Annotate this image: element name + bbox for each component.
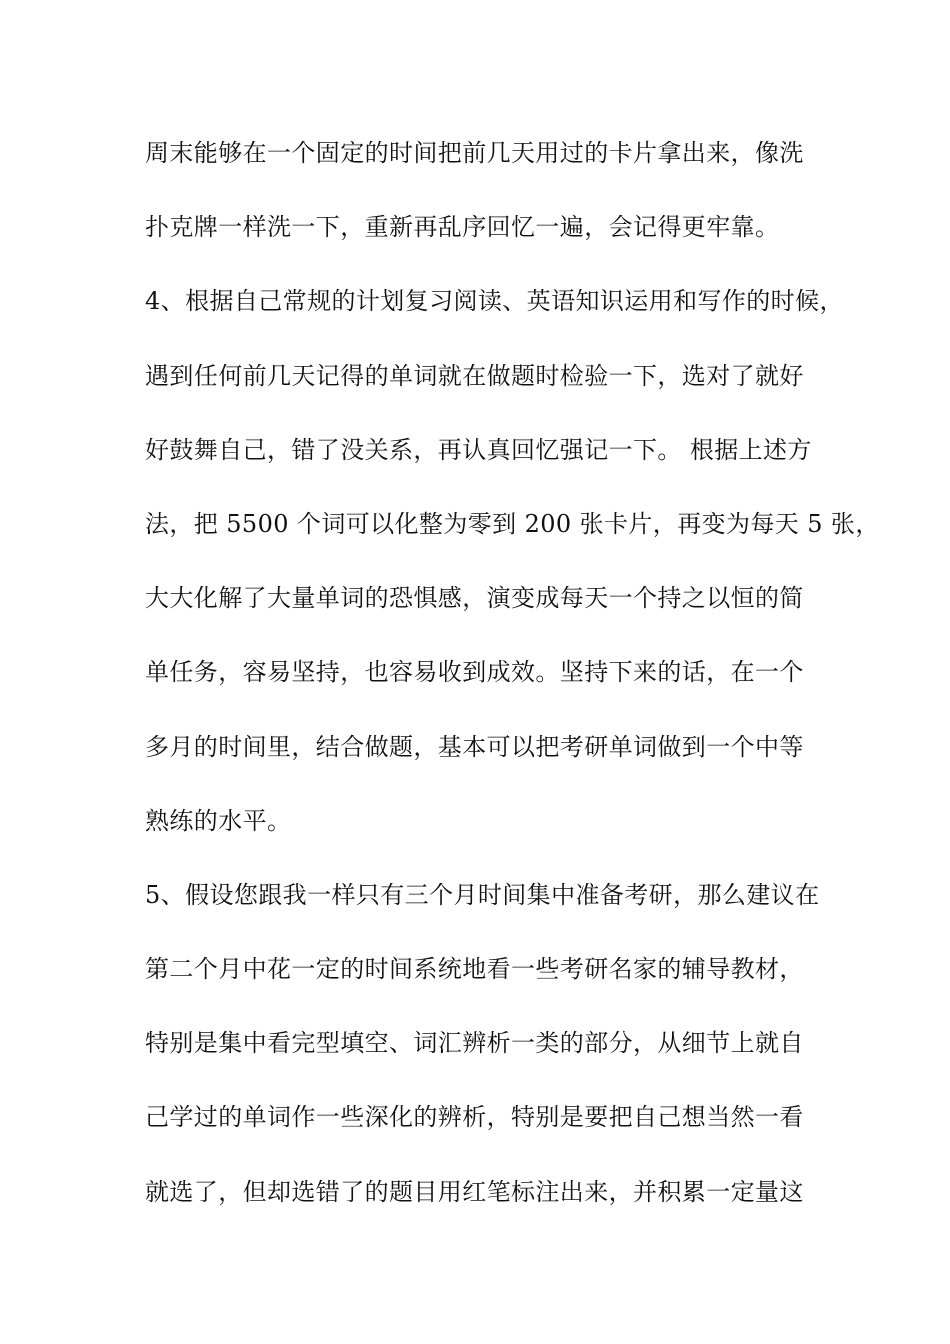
text-line: 遇到任何前几天记得的单词就在做题时检验一下，选对了就好 [145,361,804,390]
text-line: 法，把 5500 个词可以化整为零到 200 张卡片，再变为每天 5 张， [145,509,880,538]
text-line: 5、假设您跟我一样只有三个月时间集中准备考研，那么建议在 [145,880,820,909]
text-line: 第二个月中花一定的时间系统地看一些考研名家的辅导教材， [145,955,804,984]
text-line: 好鼓舞自己，错了没关系，再认真回忆强记一下。 根据上述方 [145,435,812,464]
text-line: 单任务，容易坚持，也容易收到成效。坚持下来的话，在一个 [145,658,804,687]
text-line: 多月的时间里，结合做题，基本可以把考研单词做到一个中等 [145,732,804,761]
text-line: 特别是集中看完型填空、词汇辨析一类的部分，从细节上就自 [145,1029,804,1058]
text-line: 扑克牌一样洗一下，重新再乱序回忆一遍，会记得更牢靠。 [145,213,780,242]
text-line: 4、根据自己常规的计划复习阅读、英语知识运用和写作的时候， [145,287,844,316]
text-line: 己学过的单词作一些深化的辨析，特别是要把自己想当然一看 [145,1103,804,1132]
body-text [145,128,880,1241]
text-line: 周末能够在一个固定的时间把前几天用过的卡片拿出来，像洗 [145,139,804,167]
text-line: 大大化解了大量单词的恐惧感，演变成每天一个持之以恒的简 [145,584,804,613]
text-line: 就选了，但却选错了的题目用红笔标注出来，并积累一定量这 [145,1177,804,1206]
text-line: 熟练的水平。 [145,806,292,835]
